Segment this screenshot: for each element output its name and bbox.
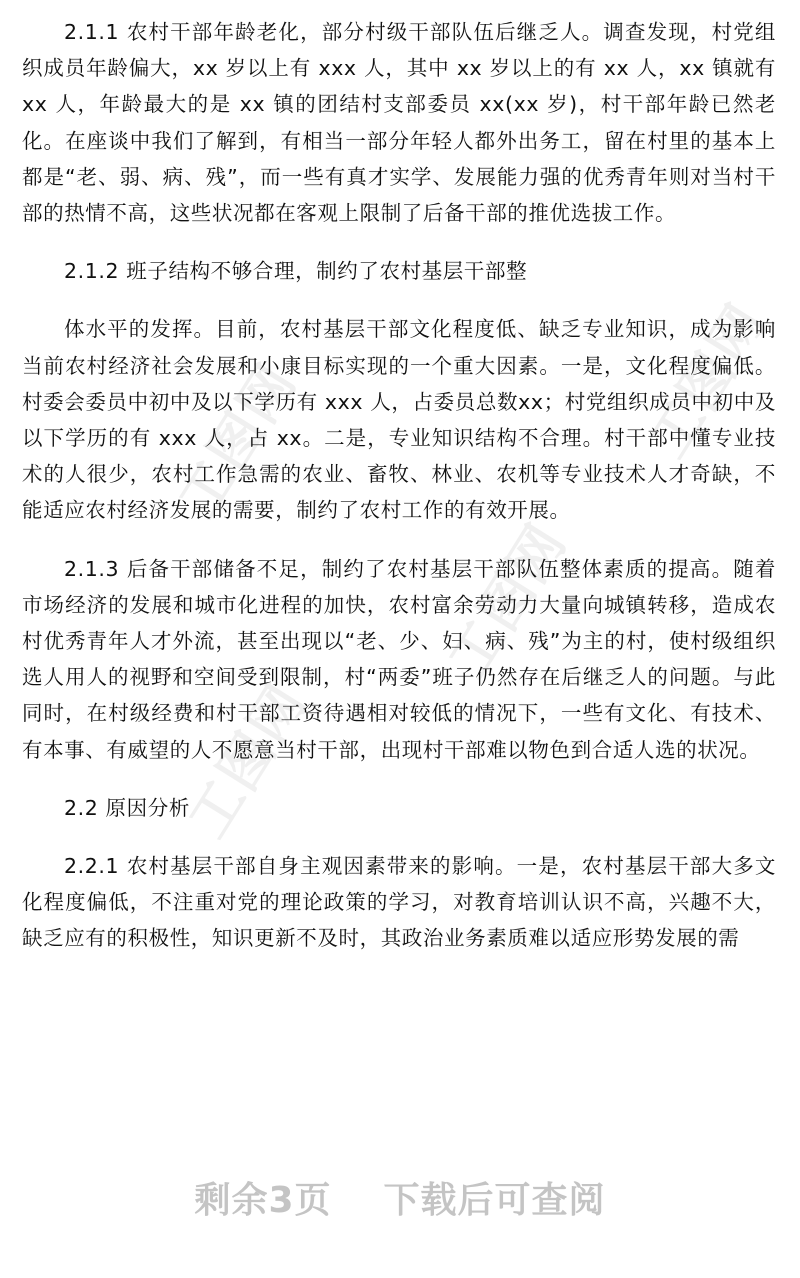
watermark: 工图网: [176, 672, 319, 849]
document-body: [22, 14, 776, 957]
watermark: 工图网: [166, 352, 309, 529]
paragraph-2-2-1: 2.2.1 农村基层干部自身主观因素带来的影响。一是，农村基层干部大多文化程度偏低，不注重对党的理论政策的学习，对教育培训认识不高，兴趣不大，缺乏应有的积极性，知识更新不及时，其政治业务素质难以适应形势发展的需: [22, 854, 776, 951]
download-to-view-label: 下载后可查阅: [383, 1180, 606, 1221]
heading-2-2: 2.2 原因分析: [64, 795, 190, 820]
watermark: 工图网: [636, 292, 779, 469]
heading-2-1-2: 2.1.2 班子结构不够合理，制约了农村基层干部整: [64, 259, 528, 284]
download-prompt[interactable]: [0, 1172, 800, 1223]
paragraph-2-1-2-continued: 体水平的发挥。目前，农村基层干部文化程度低、缺乏专业知识，成为影响当前农村经济社会发展和小康目标实现的一个重大因素。一是，文化程度偏低。村委会委员中初中及以下学历有 xxx 人，占委员总数xx；村党组织成员中初中及以下学历的有 xxx 人，占 xx。二是，专业知识结构不合理。村干部中懂专业技术的人很少，农村工作急需的农业、畜牧、林业、农机等专业技术人才奇缺，不能适应农村经济发展的需要，制约了农村工作的有效开展。: [22, 317, 776, 523]
paragraph-2-1-1: 2.1.1 农村干部年龄老化，部分村级干部队伍后继乏人。调查发现，村党组织成员年龄偏大，xx 岁以上有 xxx 人，其中 xx 岁以上的有 xx 人，xx 镇就有 xx 人，年龄最大的是 xx 镇的团结村支部委员 xx(xx 岁)，村干部年龄已然老化。在座谈中我们了解到，有相当一部分年轻人都外出务工，留在村里的基本上都是“老、弱、病、残”，而一些有真才实学、发展能力强的优秀青年则对当村干部的热情不高，这些状况都在客观上限制了后备干部的推优选拔工作。: [22, 20, 776, 226]
remaining-pages-label: 剩余3页: [194, 1180, 332, 1221]
paragraph-2-1-3: 2.1.3 后备干部储备不足，制约了农村基层干部队伍整体素质的提高。随着市场经济的发展和城市化进程的加快，农村富余劳动力大量向城镇转移，造成农村优秀青年人才外流，甚至出现以“老、少、妇、病、残”为主的村，使村级组织选人用人的视野和空间受到限制，村“两委”班子仍然存在后继乏人的问题。与此同时，在村级经费和村干部工资待遇相对较低的情况下，一些有文化、有技术、有本事、有威望的人不愿意当村干部，出现村干部难以物色到合适人选的状况。: [22, 556, 776, 762]
watermark: 工图网: [436, 512, 579, 689]
